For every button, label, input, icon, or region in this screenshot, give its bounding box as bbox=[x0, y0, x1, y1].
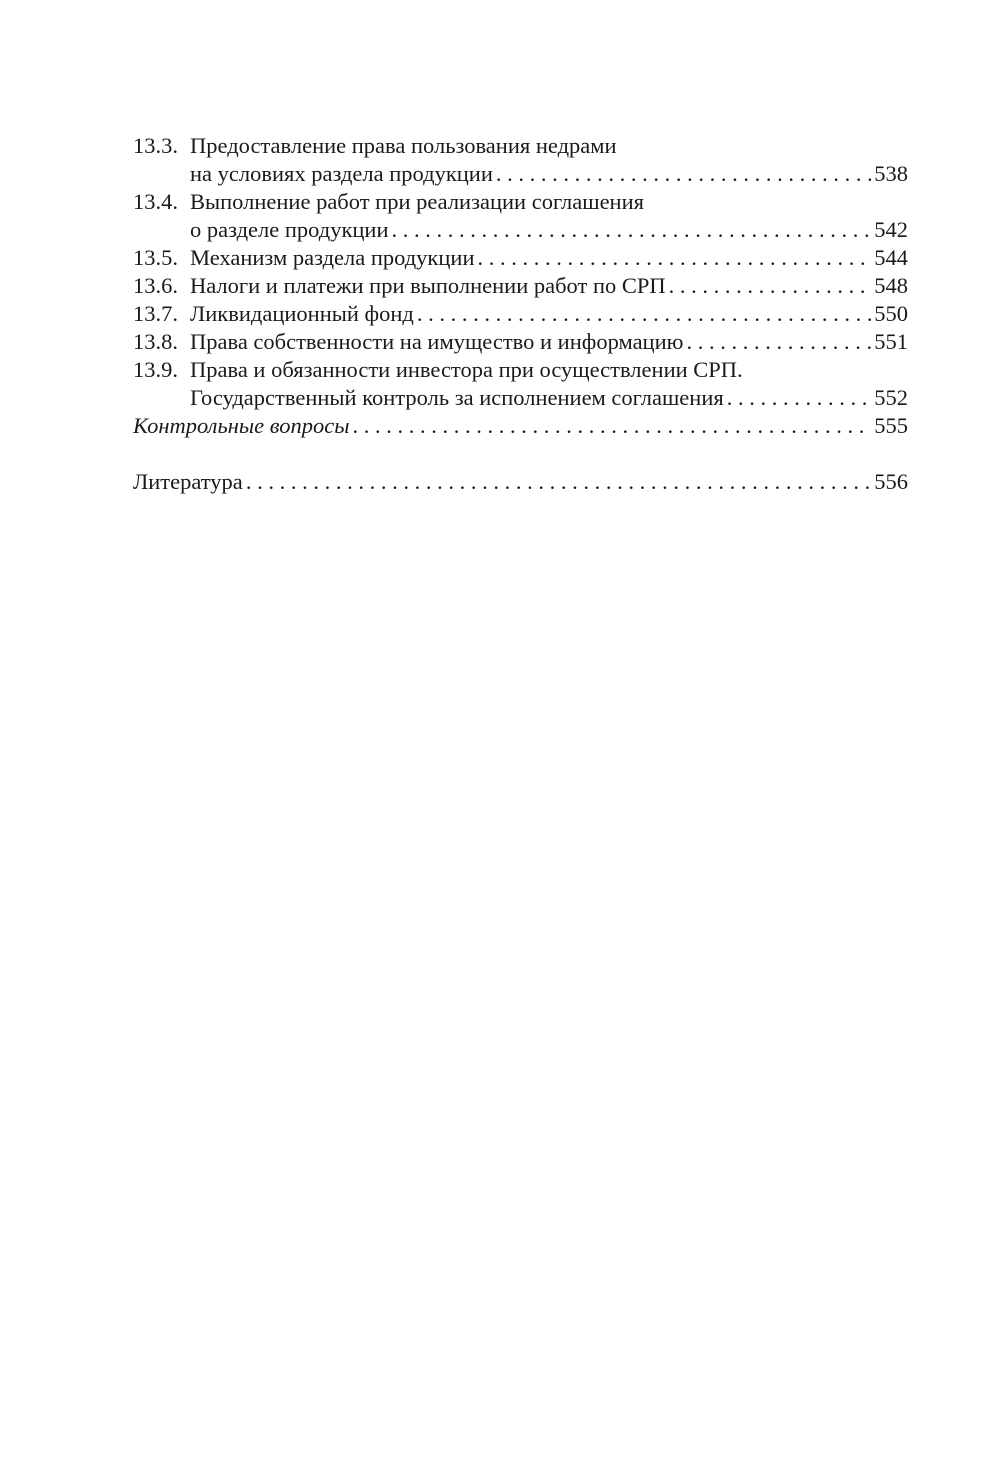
toc-entry-title: Предоставление права пользования недрами bbox=[190, 133, 617, 158]
dot-leader bbox=[352, 412, 871, 440]
toc-entry-number: 13.5. bbox=[133, 245, 178, 270]
toc-entry-title-continued: на условиях раздела продукции bbox=[190, 161, 493, 186]
toc-entry-title: Налоги и платежи при выполнении работ по СРП bbox=[190, 273, 666, 298]
toc-entry-13-8[interactable] bbox=[133, 328, 908, 356]
toc-entry-title: Контрольные вопросы bbox=[133, 413, 350, 438]
dot-leader bbox=[246, 468, 871, 496]
toc-entry-number: 13.9. bbox=[133, 357, 178, 382]
spacer bbox=[133, 440, 908, 468]
dot-leader bbox=[417, 300, 871, 328]
toc-entry-13-4[interactable] bbox=[133, 188, 908, 244]
toc-entry-number: 13.8. bbox=[133, 329, 178, 354]
toc-page-number: 542 bbox=[874, 217, 908, 242]
toc-entry-13-3[interactable] bbox=[133, 132, 908, 188]
dot-leader bbox=[669, 272, 872, 300]
dot-leader bbox=[478, 244, 872, 272]
toc-entry-title: Литература bbox=[133, 469, 243, 494]
toc-entry-number: 13.3. bbox=[133, 133, 178, 158]
toc-entry-title: Выполнение работ при реализации соглашения bbox=[190, 189, 644, 214]
toc-entry-number: 13.6. bbox=[133, 273, 178, 298]
dot-leader bbox=[686, 328, 871, 356]
toc-page-number: 555 bbox=[874, 413, 908, 438]
toc-page-number: 551 bbox=[874, 329, 908, 354]
toc-page-number: 548 bbox=[874, 273, 908, 298]
dot-leader bbox=[392, 216, 872, 244]
toc-entry-number: 13.4. bbox=[133, 189, 178, 214]
toc-entry-13-5[interactable] bbox=[133, 244, 908, 272]
toc-entry-title: Права собственности на имущество и информацию bbox=[190, 329, 684, 354]
toc-entry-title-continued: Государственный контроль за исполнением соглашения bbox=[190, 385, 724, 410]
toc-entry-title: Механизм раздела продукции bbox=[190, 245, 475, 270]
toc-entry-literature[interactable] bbox=[133, 468, 908, 496]
table-of-contents bbox=[133, 132, 908, 496]
toc-entry-title-continued: о разделе продукции bbox=[190, 217, 389, 242]
toc-entry-title: Ликвидационный фонд bbox=[190, 301, 414, 326]
toc-page-number: 550 bbox=[874, 301, 908, 326]
toc-entry-title: Права и обязанности инвестора при осуществлении СРП. bbox=[190, 357, 743, 382]
toc-page-number: 556 bbox=[874, 469, 908, 494]
toc-entry-13-9[interactable] bbox=[133, 356, 908, 412]
toc-page-number: 544 bbox=[874, 245, 908, 270]
toc-entry-13-7[interactable] bbox=[133, 300, 908, 328]
toc-entry-control-questions[interactable] bbox=[133, 412, 908, 440]
dot-leader bbox=[496, 160, 871, 188]
toc-page-number: 552 bbox=[874, 385, 908, 410]
dot-leader bbox=[727, 384, 872, 412]
toc-entry-13-6[interactable] bbox=[133, 272, 908, 300]
toc-page-number: 538 bbox=[874, 161, 908, 186]
toc-entry-number: 13.7. bbox=[133, 301, 178, 326]
